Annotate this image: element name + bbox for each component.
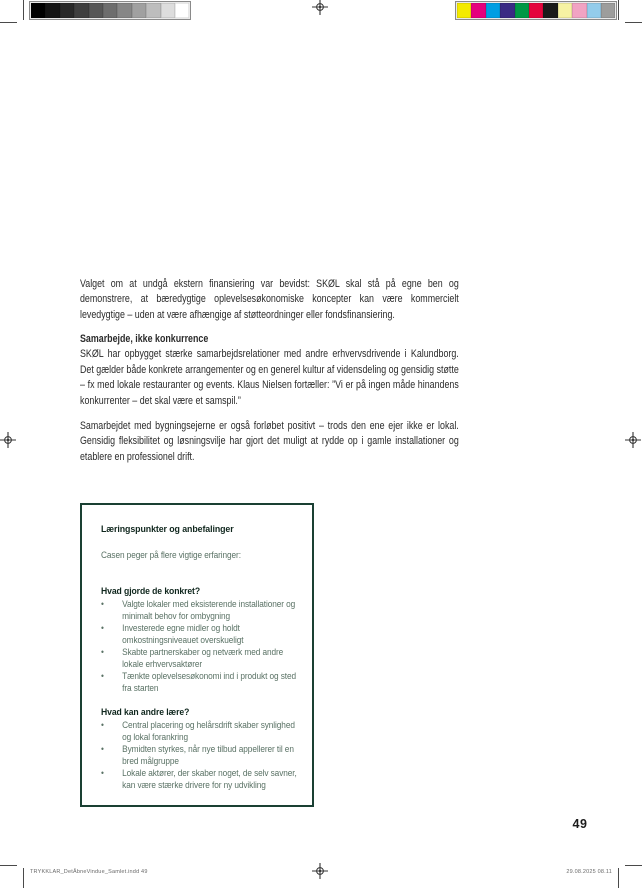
info-box-section — [101, 585, 302, 694]
crop-mark — [618, 868, 619, 888]
info-box-title: Læringspunkter og anbefalinger — [101, 524, 234, 535]
grayscale-calibration-bar — [29, 1, 191, 20]
paragraph-text: SKØL har opbygget stærke samarbejdsrelationer med andre erhvervsdrivende i Kalundborg. Det gælder både konkrete arrangementer og en generel kultur af vidensdeling og gensidig støtte – fx med lokale restauranter og events. Klaus Nielsen fortæller: ”Vi er på ingen måde hinandens konkurrenter – det skal være et samspil.” — [80, 348, 459, 407]
paragraph-text: Valget om at undgå ekstern finansiering var bevidst: SKØL skal stå på egne ben og demonstrere, at bæredygtige oplevelsesøkonomiske koncepter kan være kommercielt levedygtige – uden at være afhængige af støtteordninger eller fondsfinansiering. — [80, 278, 459, 321]
info-box-section — [101, 706, 302, 791]
crop-mark — [618, 0, 619, 20]
bullet-icon: • — [101, 599, 104, 609]
color-swatch — [587, 3, 601, 18]
color-swatch — [89, 3, 103, 18]
crop-mark — [0, 22, 17, 23]
bullet-text: Central placering og helårsdrift skaber synlighed og lokal forankring — [122, 720, 295, 742]
crop-mark — [0, 865, 17, 866]
color-swatch — [471, 3, 485, 18]
color-swatch — [500, 3, 514, 18]
crop-mark — [625, 865, 642, 866]
bullet-text: Tænkte oplevelsesøkonomi ind i produkt og sted fra starten — [122, 671, 297, 693]
color-swatch — [45, 3, 59, 18]
bullet-text: Investerede egne midler og holdt omkostningsniveauet overskueligt — [122, 623, 244, 645]
bullet-icon: • — [101, 744, 104, 754]
crop-mark — [23, 868, 24, 888]
bullet-icon: • — [101, 671, 104, 681]
list-item — [101, 743, 302, 767]
list-item — [101, 646, 302, 670]
body-paragraph — [80, 277, 459, 323]
body-paragraph — [80, 419, 459, 465]
bullet-icon: • — [101, 647, 104, 657]
list-item — [101, 598, 302, 622]
paragraph-text: Samarbejdet med bygningsejerne er også forløbet positivt – trods den ene ejer ikke er lokal. Gensidig fleksibilitet og løsningsvilje har gjort det muligt at rydde op i gamle installationer og etablere en professionel drift. — [80, 420, 459, 463]
color-swatch — [457, 3, 471, 18]
section-heading: Samarbejde, ikke konkurrence — [80, 333, 209, 345]
color-calibration-bar — [455, 1, 617, 20]
info-box-section-heading: Hvad kan andre lære? — [101, 706, 190, 717]
color-swatch — [103, 3, 117, 18]
color-swatch — [74, 3, 88, 18]
bullet-text: Valgte lokaler med eksisterende installationer og minimalt behov for ombygning — [122, 599, 296, 621]
learning-points-box — [80, 503, 314, 807]
list-item — [101, 767, 302, 791]
article-section — [80, 332, 459, 409]
color-swatch — [60, 3, 74, 18]
registration-mark-icon — [625, 432, 641, 448]
bullet-text: Bymidten styrkes, når nye tilbud appellerer til en bred målgruppe — [122, 744, 294, 766]
color-swatch — [572, 3, 586, 18]
color-swatch — [558, 3, 572, 18]
bullet-icon: • — [101, 768, 104, 778]
registration-mark-icon — [312, 863, 328, 879]
registration-mark-icon — [0, 432, 16, 448]
list-item — [101, 622, 302, 646]
color-swatch — [601, 3, 615, 18]
bullet-icon: • — [101, 623, 104, 633]
bullet-icon: • — [101, 720, 104, 730]
color-swatch — [146, 3, 160, 18]
crop-mark — [23, 0, 24, 20]
color-swatch — [161, 3, 175, 18]
list-item — [101, 670, 302, 694]
color-swatch — [543, 3, 557, 18]
color-swatch — [132, 3, 146, 18]
color-swatch — [529, 3, 543, 18]
list-item — [101, 719, 302, 743]
registration-mark-icon — [312, 0, 328, 15]
bullet-text: Skabte partnerskaber og netværk med andre lokale erhvervsaktører — [122, 647, 284, 669]
info-box-intro: Casen peger på flere vigtige erfaringer: — [101, 550, 241, 560]
color-swatch — [486, 3, 500, 18]
color-swatch — [31, 3, 45, 18]
slug-datetime: 29.08.2025 08.11 — [566, 869, 612, 875]
color-swatch — [175, 3, 189, 18]
page-number: 49 — [572, 817, 588, 831]
color-swatch — [515, 3, 529, 18]
color-swatch — [117, 3, 131, 18]
slug-filename: TRYKKLAR_DetÅbneVindue_Samlet.indd 49 — [30, 869, 148, 875]
bullet-text: Lokale aktører, der skaber noget, de selv savner, kan være stærke drivere for ny udvikling — [122, 768, 297, 790]
info-box-section-heading: Hvad gjorde de konkret? — [101, 585, 201, 596]
crop-mark — [625, 22, 642, 23]
